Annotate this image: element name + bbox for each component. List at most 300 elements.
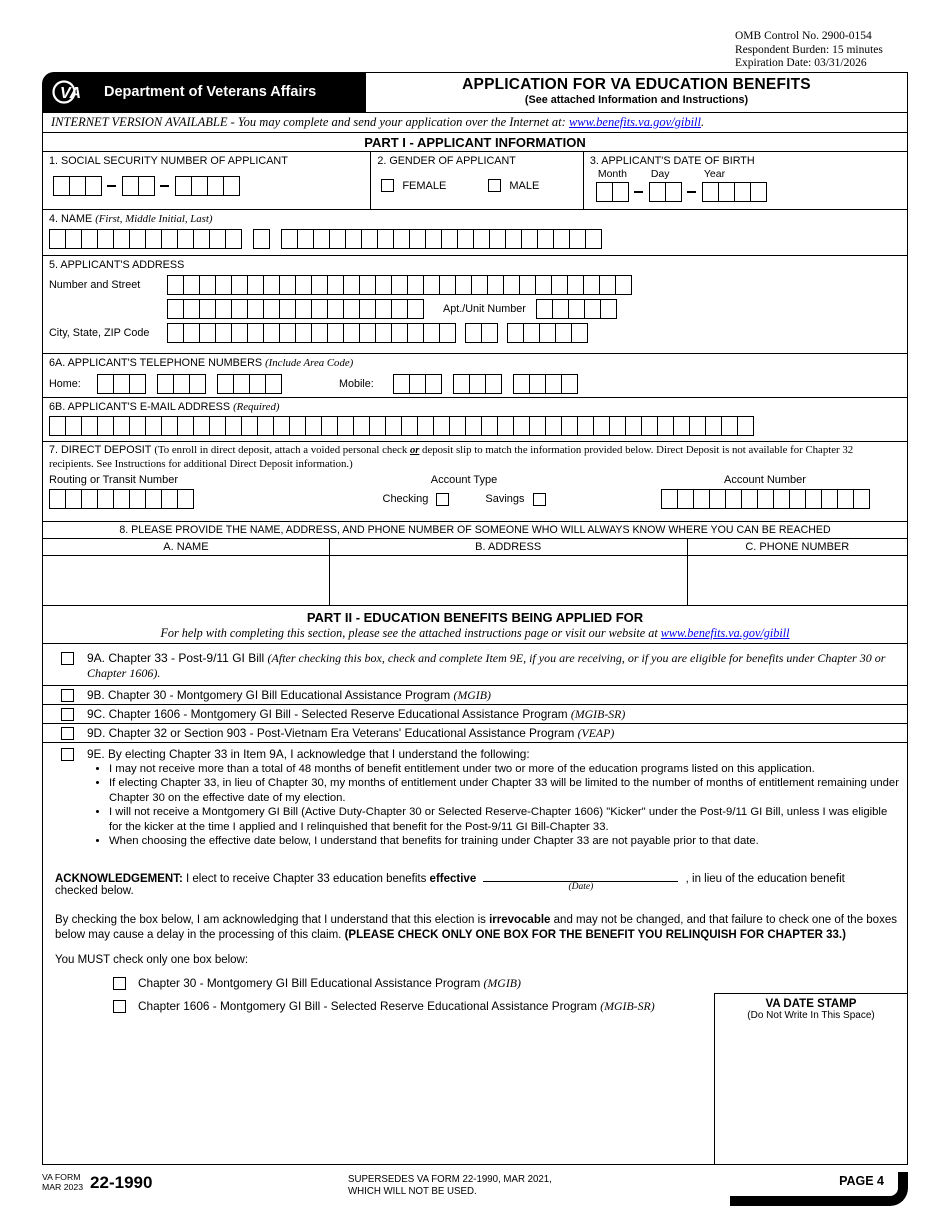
char-cell (249, 374, 266, 394)
contact-name-cell[interactable] (43, 556, 330, 605)
char-cell (481, 323, 498, 343)
omb-expiration: Expiration Date: 03/31/2026 (735, 57, 867, 70)
char-cell (375, 299, 392, 319)
char-cell (741, 489, 758, 509)
char-cell (596, 182, 613, 202)
agency-name: Department of Veterans Affairs (104, 84, 317, 100)
relinquish-chapter30-note: (MGIB) (483, 976, 521, 991)
char-cell (191, 176, 208, 196)
char-cell (97, 416, 114, 436)
char-cell (821, 489, 838, 509)
char-cell (536, 299, 553, 319)
char-cell (407, 323, 424, 343)
char-cell (513, 416, 530, 436)
char-cell (193, 229, 210, 249)
char-cell (207, 176, 224, 196)
dob-year-label: Year (703, 168, 726, 180)
item-9e-bullet: • If electing Chapter 33, in lieu of Chapter 30, my months of entitlement under Chapter 33 will be limited to the number of months of entitlement remaining under Chapter 30 on the effective date of my election. (109, 776, 899, 805)
char-cell (425, 229, 442, 249)
item-9e-checkbox[interactable] (61, 748, 74, 761)
checking-checkbox[interactable] (436, 493, 449, 506)
zip-boxes[interactable] (507, 323, 587, 343)
char-cell (391, 299, 408, 319)
acknowledgement-section (43, 855, 907, 1014)
effective-date-blank[interactable] (483, 869, 678, 892)
dob-day-boxes[interactable] (649, 182, 681, 202)
item-9b-checkbox[interactable] (61, 689, 74, 702)
char-cell (359, 323, 376, 343)
char-cell (183, 275, 200, 295)
char-cell (295, 299, 312, 319)
char-cell (263, 275, 280, 295)
char-cell (313, 229, 330, 249)
char-cell (485, 374, 502, 394)
va-form-label: VA FORM (42, 1172, 81, 1182)
char-cell (439, 323, 456, 343)
char-cell (343, 299, 360, 319)
char-cell (361, 229, 378, 249)
savings-checkbox[interactable] (533, 493, 546, 506)
item-9e-bullet: • When choosing the effective date below, I understand that benefits for training under Chapter 33 are not payable prior to that date. (109, 834, 899, 848)
dd-instructions-1: (To enroll in direct deposit, attach a voided personal check (154, 444, 410, 456)
direct-deposit-field (43, 442, 907, 522)
char-cell (97, 229, 114, 249)
char-cell (311, 275, 328, 295)
char-cell (465, 323, 482, 343)
dob-day-label: Day (650, 168, 670, 180)
mobile-prefix-boxes[interactable] (453, 374, 501, 394)
supersedes-line-1: SUPERSEDES VA FORM 22-1990, MAR 2021, (348, 1174, 552, 1185)
char-cell (529, 416, 546, 436)
char-cell (129, 374, 146, 394)
form-number: 22-1990 (90, 1173, 153, 1192)
char-cell (253, 229, 270, 249)
char-cell (465, 416, 482, 436)
gender-label: 2. GENDER OF APPLICANT (377, 155, 516, 167)
dob-label: 3. APPLICANT'S DATE OF BIRTH (589, 155, 755, 167)
char-cell (433, 416, 450, 436)
char-cell (113, 416, 130, 436)
dd-instructions-2: deposit slip to match the information provided below. Direct Deposit is not available for Chapter 32 recipients. See Instructions for additional Direct Deposit information.) (49, 444, 854, 470)
dob-year-boxes[interactable] (702, 182, 766, 202)
supersedes-line-2: WHICH WILL NOT BE USED. (348, 1186, 477, 1198)
char-cell (321, 416, 338, 436)
char-cell (53, 176, 70, 196)
char-cell (709, 489, 726, 509)
home-line-boxes[interactable] (217, 374, 281, 394)
home-prefix-boxes[interactable] (157, 374, 205, 394)
apt-boxes[interactable] (536, 299, 616, 319)
mobile-area-boxes[interactable] (393, 374, 441, 394)
char-cell (81, 416, 98, 436)
char-cell (677, 489, 694, 509)
item-9c (43, 705, 907, 724)
char-cell (359, 299, 376, 319)
char-cell (453, 374, 470, 394)
dob-month-boxes[interactable] (596, 182, 628, 202)
char-cell (529, 374, 546, 394)
date-stamp-note: (Do Not Write In This Space) (747, 1010, 875, 1021)
char-cell (265, 374, 282, 394)
omb-burden: Respondent Burden: 15 minutes (735, 43, 883, 56)
char-cell (327, 275, 344, 295)
dob-day (649, 168, 681, 202)
char-cell (513, 374, 530, 394)
item-9d-note: (VEAP) (577, 726, 615, 740)
relinquish-chapter1606-label: Chapter 1606 - Montgomery GI Bill - Selected Reserve Educational Assistance Program (138, 999, 601, 1014)
form-title-block (366, 73, 907, 112)
char-cell (393, 229, 410, 249)
contact-section-header: 8. PLEASE PROVIDE THE NAME, ADDRESS, AND PHONE NUMBER OF SOMEONE WHO WILL ALWAYS KNOW WHERE YOU CAN BE REACHED (43, 522, 907, 539)
char-cell (263, 299, 280, 319)
char-cell (391, 275, 408, 295)
char-cell (737, 416, 754, 436)
home-area-boxes[interactable] (97, 374, 145, 394)
char-cell (705, 416, 722, 436)
male-label: MALE (509, 179, 540, 192)
item-9e (43, 743, 907, 855)
char-cell (199, 275, 216, 295)
char-cell (183, 299, 200, 319)
name-boxes[interactable] (49, 229, 901, 249)
char-cell (65, 489, 82, 509)
gender-field (371, 152, 584, 209)
mobile-label: Mobile: (339, 378, 374, 390)
char-cell (369, 416, 386, 436)
char-cell (503, 275, 520, 295)
phone-hint: (Include Area Code) (265, 357, 354, 369)
city-label: City, State, ZIP Code (49, 327, 150, 339)
char-cell (449, 416, 466, 436)
must-check-line: You MUST check only one box below: (55, 954, 249, 967)
char-cell (702, 182, 719, 202)
char-cell (138, 176, 155, 196)
char-cell (535, 275, 552, 295)
contact-entry-row (43, 556, 907, 606)
account-number-boxes[interactable] (661, 489, 869, 509)
char-cell (65, 229, 82, 249)
char-cell (327, 323, 344, 343)
routing-header: Routing or Transit Number (49, 474, 178, 487)
char-cell (665, 182, 682, 202)
dash (160, 185, 169, 187)
part2-help-text: For help with completing this section, please see the attached instructions page or visit our website at (160, 626, 661, 640)
contact-column-headers (43, 539, 907, 556)
va-logo-icon (52, 79, 96, 105)
svg-text:VA: VA (60, 85, 82, 102)
char-cell (161, 416, 178, 436)
char-cell (343, 323, 360, 343)
item-9e-bullet: • I may not receive more than a total of 48 months of benefit entitlement under two or more of the education programs listed on this application. (109, 762, 899, 776)
char-cell (113, 374, 130, 394)
char-cell (375, 323, 392, 343)
part1-title: PART I - APPLICANT INFORMATION (43, 133, 907, 152)
relinquish-chapter1606-checkbox[interactable] (113, 1000, 126, 1013)
char-cell (193, 416, 210, 436)
item-9b-label: 9B. Chapter 30 - Montgomery GI Bill Educational Assistance Program (87, 688, 454, 702)
form-subtitle: (See attached Information and Instructions) (524, 94, 749, 106)
char-cell (173, 374, 190, 394)
char-cell (439, 275, 456, 295)
address-label: 5. APPLICANT'S ADDRESS (49, 259, 185, 271)
char-cell (295, 323, 312, 343)
char-cell (583, 275, 600, 295)
char-cell (757, 489, 774, 509)
effective-label: effective (429, 873, 477, 885)
item-9a-checkbox[interactable] (61, 652, 74, 665)
char-cell (599, 275, 616, 295)
char-cell (49, 489, 66, 509)
char-cell (481, 416, 498, 436)
char-cell (561, 416, 578, 436)
char-cell (507, 323, 524, 343)
page-number: PAGE 4 (839, 1174, 884, 1188)
char-cell (305, 416, 322, 436)
irrevocable-warning: (PLEASE CHECK ONLY ONE BOX FOR THE BENEFIT YOU RELINQUISH FOR CHAPTER 33.) (344, 928, 846, 941)
male-checkbox[interactable] (488, 179, 501, 192)
contact-phone-cell[interactable] (688, 556, 907, 605)
char-cell (441, 229, 458, 249)
char-cell (183, 323, 200, 343)
item-9d-checkbox[interactable] (61, 727, 74, 740)
char-cell (145, 229, 162, 249)
contact-address-cell[interactable] (330, 556, 688, 605)
char-cell (693, 489, 710, 509)
gibill-link[interactable]: www.benefits.va.gov/gibill (568, 115, 702, 129)
char-cell (409, 229, 426, 249)
char-cell (247, 275, 264, 295)
char-cell (345, 229, 362, 249)
char-cell (281, 229, 298, 249)
ssn-field (43, 152, 371, 209)
gibill-help-link[interactable]: www.benefits.va.gov/gibill (660, 626, 790, 640)
char-cell (545, 416, 562, 436)
char-cell (523, 323, 540, 343)
char-cell (161, 229, 178, 249)
relinquish-chapter30-checkbox[interactable] (113, 977, 126, 990)
char-cell (409, 374, 426, 394)
char-cell (81, 489, 98, 509)
omb-info (735, 30, 883, 71)
internet-suffix: . (701, 115, 705, 129)
char-cell (568, 299, 585, 319)
char-cell (553, 229, 570, 249)
char-cell (457, 229, 474, 249)
ssn-label: 1. SOCIAL SECURITY NUMBER OF APPLICANT (49, 155, 288, 167)
state-boxes[interactable] (465, 323, 497, 343)
irrevocable-bold: irrevocable (489, 914, 551, 926)
char-cell (311, 323, 328, 343)
char-cell (537, 229, 554, 249)
char-cell (129, 489, 146, 509)
char-cell (593, 416, 610, 436)
char-cell (297, 229, 314, 249)
contact-name-header: A. NAME (43, 539, 330, 555)
char-cell (469, 374, 486, 394)
dash (634, 191, 643, 193)
char-cell (215, 299, 232, 319)
char-cell (407, 275, 424, 295)
item-9d-label: 9D. Chapter 32 or Section 903 - Post-Vietnam Era Veterans' Educational Assistance Program (87, 726, 578, 740)
char-cell (289, 416, 306, 436)
char-cell (209, 416, 226, 436)
item-9c-checkbox[interactable] (61, 708, 74, 721)
char-cell (295, 275, 312, 295)
item-9a-label: 9A. Chapter 33 - Post-9/11 GI Bill (87, 651, 268, 665)
form-body (42, 72, 908, 1165)
mobile-line-boxes[interactable] (513, 374, 577, 394)
char-cell (113, 229, 130, 249)
email-hint: (Required) (233, 401, 280, 413)
char-cell (505, 229, 522, 249)
dob-year (702, 168, 766, 202)
char-cell (157, 374, 174, 394)
char-cell (189, 374, 206, 394)
contact-address-header: B. ADDRESS (330, 539, 688, 555)
char-cell (401, 416, 418, 436)
char-cell (489, 229, 506, 249)
internet-version-line (43, 113, 907, 133)
char-cell (585, 229, 602, 249)
char-cell (577, 416, 594, 436)
street2-boxes[interactable] (167, 299, 423, 319)
char-cell (85, 176, 102, 196)
char-cell (649, 182, 666, 202)
account-number-header: Account Number (724, 474, 806, 487)
item-9e-bullet-list (109, 762, 899, 849)
char-cell (718, 182, 735, 202)
char-cell (837, 489, 854, 509)
char-cell (327, 299, 344, 319)
omb-control: OMB Control No. 2900-0154 (735, 30, 872, 42)
char-cell (473, 229, 490, 249)
char-cell (97, 489, 114, 509)
internet-text: INTERNET VERSION AVAILABLE - You may complete and send your application over the Internet at: (51, 115, 569, 129)
char-cell (177, 229, 194, 249)
city-boxes[interactable] (167, 323, 455, 343)
name-field (43, 210, 907, 256)
form-title: APPLICATION FOR VA EDUCATION BENEFITS (462, 76, 811, 93)
female-checkbox[interactable] (381, 179, 394, 192)
char-cell (241, 416, 258, 436)
page-frame-corner (730, 1172, 908, 1206)
char-cell (175, 176, 192, 196)
char-cell (375, 275, 392, 295)
char-cell (145, 416, 162, 436)
char-cell (657, 416, 674, 436)
char-cell (425, 374, 442, 394)
char-cell (393, 374, 410, 394)
char-cell (539, 323, 556, 343)
char-cell (567, 275, 584, 295)
char-cell (215, 323, 232, 343)
dash (687, 191, 696, 193)
char-cell (49, 416, 66, 436)
char-cell (145, 489, 162, 509)
char-cell (199, 323, 216, 343)
char-cell (65, 416, 82, 436)
char-cell (279, 299, 296, 319)
savings-label: Savings (485, 493, 525, 506)
char-cell (497, 416, 514, 436)
item-9b-note: (MGIB) (453, 688, 491, 702)
form-date-label: MAR 2023 (42, 1182, 84, 1192)
va-date-stamp-box (714, 993, 908, 1165)
irrevocable-text-1: By checking the box below, I am acknowledging that I understand that this election is (55, 914, 490, 926)
char-cell (385, 416, 402, 436)
char-cell (353, 416, 370, 436)
char-cell (391, 323, 408, 343)
apt-label: Apt./Unit Number (443, 303, 526, 315)
char-cell (177, 416, 194, 436)
email-boxes[interactable] (49, 416, 753, 436)
relinquish-chapter1606-note: (MGIB-SR) (600, 999, 655, 1014)
item-9b (43, 686, 907, 705)
char-cell (223, 176, 240, 196)
char-cell (521, 229, 538, 249)
char-cell (97, 374, 114, 394)
char-cell (600, 299, 617, 319)
acknowledgement-text-1: I elect to receive Chapter 33 education benefits (182, 873, 430, 885)
char-cell (231, 299, 248, 319)
item-9c-label: 9C. Chapter 1606 - Montgomery GI Bill - Selected Reserve Educational Assistance Program (87, 707, 571, 721)
ssn-boxes[interactable] (49, 176, 364, 196)
routing-boxes[interactable] (49, 489, 193, 509)
street-boxes[interactable] (167, 275, 631, 295)
char-cell (571, 323, 588, 343)
char-cell (231, 275, 248, 295)
char-cell (247, 299, 264, 319)
char-cell (359, 275, 376, 295)
char-cell (551, 275, 568, 295)
item-9d (43, 724, 907, 743)
char-cell (113, 489, 130, 509)
item-9e-bullet: • I will not receive a Montgomery GI Bill (Active Duty-Chapter 30 or Selected Reserve-Chapter 1606) "Kicker" under the Post-9/11 GI Bill, unless I was eligible for the kicker at the time I applied and I relinquished that benefit for the Post-9/11 GI Bill-Chapter 33. (109, 805, 899, 834)
contact-phone-header: C. PHONE NUMBER (745, 541, 850, 553)
char-cell (81, 229, 98, 249)
char-cell (377, 229, 394, 249)
char-cell (129, 416, 146, 436)
relinquish-chapter30-option (113, 976, 895, 991)
char-cell (311, 299, 328, 319)
char-cell (217, 374, 234, 394)
char-cell (661, 489, 678, 509)
form-header (43, 73, 907, 113)
female-label: FEMALE (402, 179, 447, 192)
name-hint: (First, Middle Initial, Last) (95, 213, 213, 225)
irrevocable-paragraph (55, 913, 910, 942)
dd-label: 7. DIRECT DEPOSIT (49, 444, 152, 456)
char-cell (167, 323, 184, 343)
part2-header (43, 606, 907, 644)
part2-title: PART II - EDUCATION BENEFITS BEING APPLIED FOR (306, 610, 644, 625)
item-9a-note: (After checking this box, check and complete Item 9E, if you are receiving, or if you are eligible for benefits under Chapter 30 or Chapter 1606). (87, 651, 886, 680)
char-cell (423, 275, 440, 295)
checking-label: Checking (382, 493, 429, 506)
char-cell (273, 416, 290, 436)
supersedes-note (348, 1174, 552, 1198)
home-label: Home: (49, 378, 81, 390)
char-cell (519, 275, 536, 295)
char-cell (569, 229, 586, 249)
char-cell (279, 275, 296, 295)
dob-month (596, 168, 628, 202)
char-cell (225, 229, 242, 249)
char-cell (407, 299, 424, 319)
acknowledgement-text-2: , in lieu of the education benefit (685, 873, 845, 885)
char-cell (555, 323, 572, 343)
email-label: 6B. APPLICANT'S E-MAIL ADDRESS (49, 401, 231, 413)
